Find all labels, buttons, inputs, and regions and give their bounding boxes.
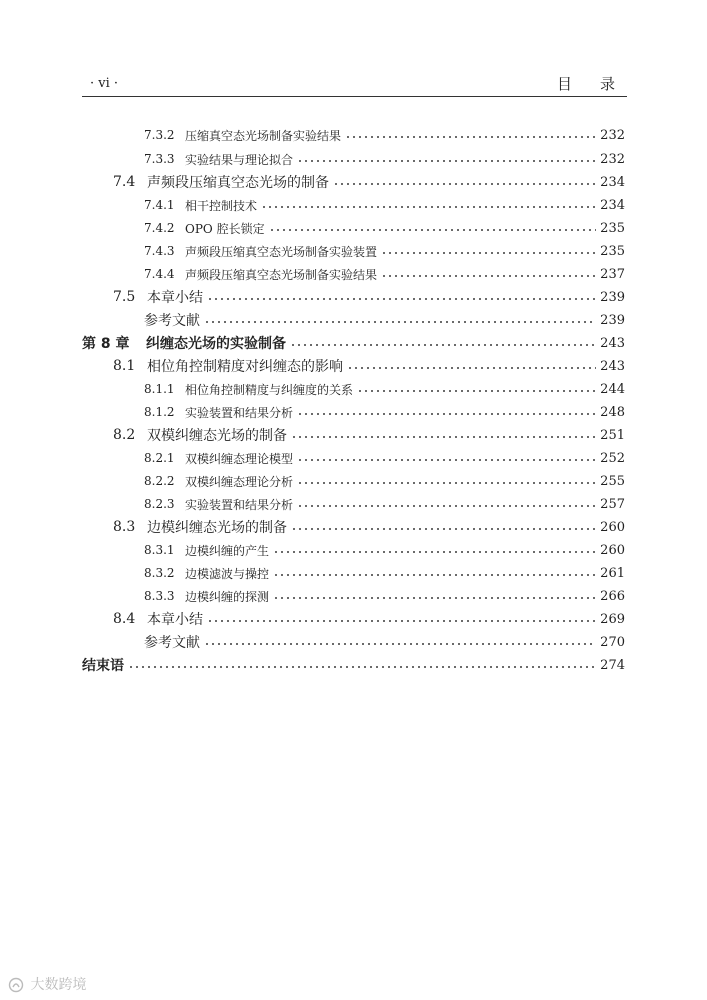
dot-leader xyxy=(357,390,596,392)
dot-leader xyxy=(347,367,596,369)
toc-entry-page: 260 xyxy=(600,519,625,535)
toc-entry[interactable] xyxy=(144,562,625,584)
toc-entry-number: 8.3 xyxy=(113,519,136,535)
toc-entry-page: 234 xyxy=(600,174,625,190)
toc-entry[interactable] xyxy=(144,148,625,170)
toc-entry[interactable] xyxy=(144,124,625,146)
toc-entry[interactable] xyxy=(144,585,625,607)
toc-entry-page: 232 xyxy=(600,151,625,167)
dot-leader xyxy=(207,620,596,622)
toc-entry-page: 234 xyxy=(600,197,625,213)
toc-entry-title: 边模纠缠态光场的制备 xyxy=(147,520,287,536)
toc-entry[interactable] xyxy=(113,286,625,308)
dot-leader xyxy=(291,528,596,530)
toc-entry[interactable] xyxy=(113,171,625,193)
dot-leader xyxy=(207,298,596,300)
toc-entry[interactable] xyxy=(144,217,625,239)
dot-leader xyxy=(345,136,596,138)
dot-leader xyxy=(273,597,596,599)
toc-entry-title: 双模纠缠态理论分析 xyxy=(185,474,294,489)
dot-leader xyxy=(381,252,596,254)
toc-entry-number: 7.4.4 xyxy=(144,267,175,281)
toc-entry-title: 声频段压缩真空态光场的制备 xyxy=(147,175,329,191)
toc-entry-page: 251 xyxy=(600,427,625,443)
toc-entry-title: 本章小结 xyxy=(147,290,203,306)
toc-entry-title: 边模纠缠的探测 xyxy=(185,589,270,604)
toc-entry-title: 实验装置和结果分析 xyxy=(185,497,294,512)
page-header xyxy=(82,72,643,97)
toc-entry[interactable] xyxy=(144,470,625,492)
toc-entry-title: 参考文献 xyxy=(144,313,200,329)
toc-entry-page: 244 xyxy=(600,381,625,397)
toc-entry-number: 第 8 章 xyxy=(82,336,130,352)
toc-entry[interactable] xyxy=(144,631,625,653)
toc-entry-number: 7.4.3 xyxy=(144,244,175,258)
toc-entry[interactable] xyxy=(144,309,625,331)
toc-entry-page: 260 xyxy=(600,542,625,558)
toc-entry[interactable] xyxy=(144,263,625,285)
watermark-logo-icon xyxy=(8,977,24,993)
toc-entry-number: 8.2 xyxy=(113,427,136,443)
toc-entry-page: 235 xyxy=(600,220,625,236)
dot-leader xyxy=(261,206,596,208)
toc-entry-number: 7.4.2 xyxy=(144,221,175,235)
toc-entry-page: 239 xyxy=(600,312,625,328)
toc-entry-title: 纠缠态光场的实验制备 xyxy=(146,336,286,352)
toc-entry-title: 边模纠缠的产生 xyxy=(185,543,270,558)
toc-entry-title: 实验装置和结果分析 xyxy=(185,405,294,420)
page-number: · vi · xyxy=(90,76,119,91)
toc-entry-page: 255 xyxy=(600,473,625,489)
toc-entry-title: 相位角控制精度对纠缠态的影响 xyxy=(147,359,343,375)
toc-entry-number: 8.1 xyxy=(113,358,136,374)
dot-leader xyxy=(273,551,596,553)
toc-entry-page: 248 xyxy=(600,404,625,420)
dot-leader xyxy=(204,643,596,645)
toc-entry-title: 边模滤波与操控 xyxy=(185,566,270,581)
dot-leader xyxy=(297,482,596,484)
toc-entry-page: 237 xyxy=(600,266,625,282)
toc-entry-number: 8.3.3 xyxy=(144,589,175,603)
toc-entry[interactable] xyxy=(144,194,625,216)
toc-entry-title: 声频段压缩真空态光场制备实验装置 xyxy=(185,244,378,259)
watermark xyxy=(8,974,86,994)
toc-entry-page: 243 xyxy=(600,335,625,351)
toc-entry[interactable] xyxy=(82,654,625,676)
toc-entry[interactable] xyxy=(113,355,625,377)
toc-entry-title: 相位角控制精度与纠缠度的关系 xyxy=(185,382,354,397)
dot-leader xyxy=(204,321,596,323)
toc-entry-page: 257 xyxy=(600,496,625,512)
toc-entry-page: 232 xyxy=(600,127,625,143)
toc-entry-number: 8.1.2 xyxy=(144,405,175,419)
dot-leader xyxy=(297,459,596,461)
toc-entry-title: 双模纠缠态理论模型 xyxy=(185,451,294,466)
watermark-text: 大数跨境 xyxy=(30,977,87,993)
toc-entry-page: 239 xyxy=(600,289,625,305)
toc-entry[interactable] xyxy=(144,240,625,262)
dot-leader xyxy=(297,505,596,507)
toc-entry[interactable] xyxy=(113,516,625,538)
toc-entry-page: 243 xyxy=(600,358,625,374)
toc-entry-page: 266 xyxy=(600,588,625,604)
toc-entry-number: 8.2.3 xyxy=(144,497,175,511)
toc-entry-page: 261 xyxy=(600,565,625,581)
toc-entry-number: 7.3.3 xyxy=(144,152,175,166)
toc-entry[interactable] xyxy=(144,447,625,469)
toc-entry-number: 8.3.2 xyxy=(144,566,175,580)
toc-entry[interactable] xyxy=(144,539,625,561)
dot-leader xyxy=(297,160,596,162)
header-section-title: 目录 xyxy=(556,75,643,93)
dot-leader xyxy=(381,275,596,277)
toc-entry[interactable] xyxy=(113,608,625,630)
toc-entry-title: 相干控制技术 xyxy=(185,198,258,213)
dot-leader xyxy=(128,666,596,668)
toc-entry-page: 235 xyxy=(600,243,625,259)
toc-entry-number: 8.2.1 xyxy=(144,451,175,465)
toc-entry-page: 270 xyxy=(600,634,625,650)
toc-entry-title: 声频段压缩真空态光场制备实验结果 xyxy=(185,267,378,282)
dot-leader xyxy=(290,344,596,346)
toc-entry-title: 实验结果与理论拟合 xyxy=(185,152,294,167)
toc-entry[interactable] xyxy=(144,378,625,400)
dot-leader xyxy=(273,574,596,576)
dot-leader xyxy=(297,413,596,415)
toc-entry-title: 参考文献 xyxy=(144,635,200,651)
toc-entry[interactable] xyxy=(144,401,625,423)
toc-entry-number: 8.3.1 xyxy=(144,543,175,557)
toc-entry-number: 7.4 xyxy=(113,174,136,190)
toc-entry-title: 压缩真空态光场制备实验结果 xyxy=(185,128,342,143)
toc-entry-number: 7.3.2 xyxy=(144,128,175,142)
toc-entry-number: 7.5 xyxy=(113,289,136,305)
dot-leader xyxy=(291,436,596,438)
toc-entry-title: 本章小结 xyxy=(147,612,203,628)
toc-entry[interactable] xyxy=(82,332,625,354)
toc-entry[interactable] xyxy=(113,424,625,446)
toc-entry[interactable] xyxy=(144,493,625,515)
toc-entry-title: 双模纠缠态光场的制备 xyxy=(147,428,287,444)
toc-entry-title: OPO 腔长锁定 xyxy=(185,221,265,236)
toc-entry-page: 252 xyxy=(600,450,625,466)
toc-entry-number: 7.4.1 xyxy=(144,198,175,212)
toc-entry-number: 8.4 xyxy=(113,611,136,627)
toc-entry-title: 结束语 xyxy=(82,658,124,674)
toc-entry-number: 8.2.2 xyxy=(144,474,175,488)
toc-entry-page: 269 xyxy=(600,611,625,627)
dot-leader xyxy=(333,183,596,185)
dot-leader xyxy=(269,229,597,231)
toc-entry-page: 274 xyxy=(600,657,625,673)
toc-entry-number: 8.1.1 xyxy=(144,382,175,396)
